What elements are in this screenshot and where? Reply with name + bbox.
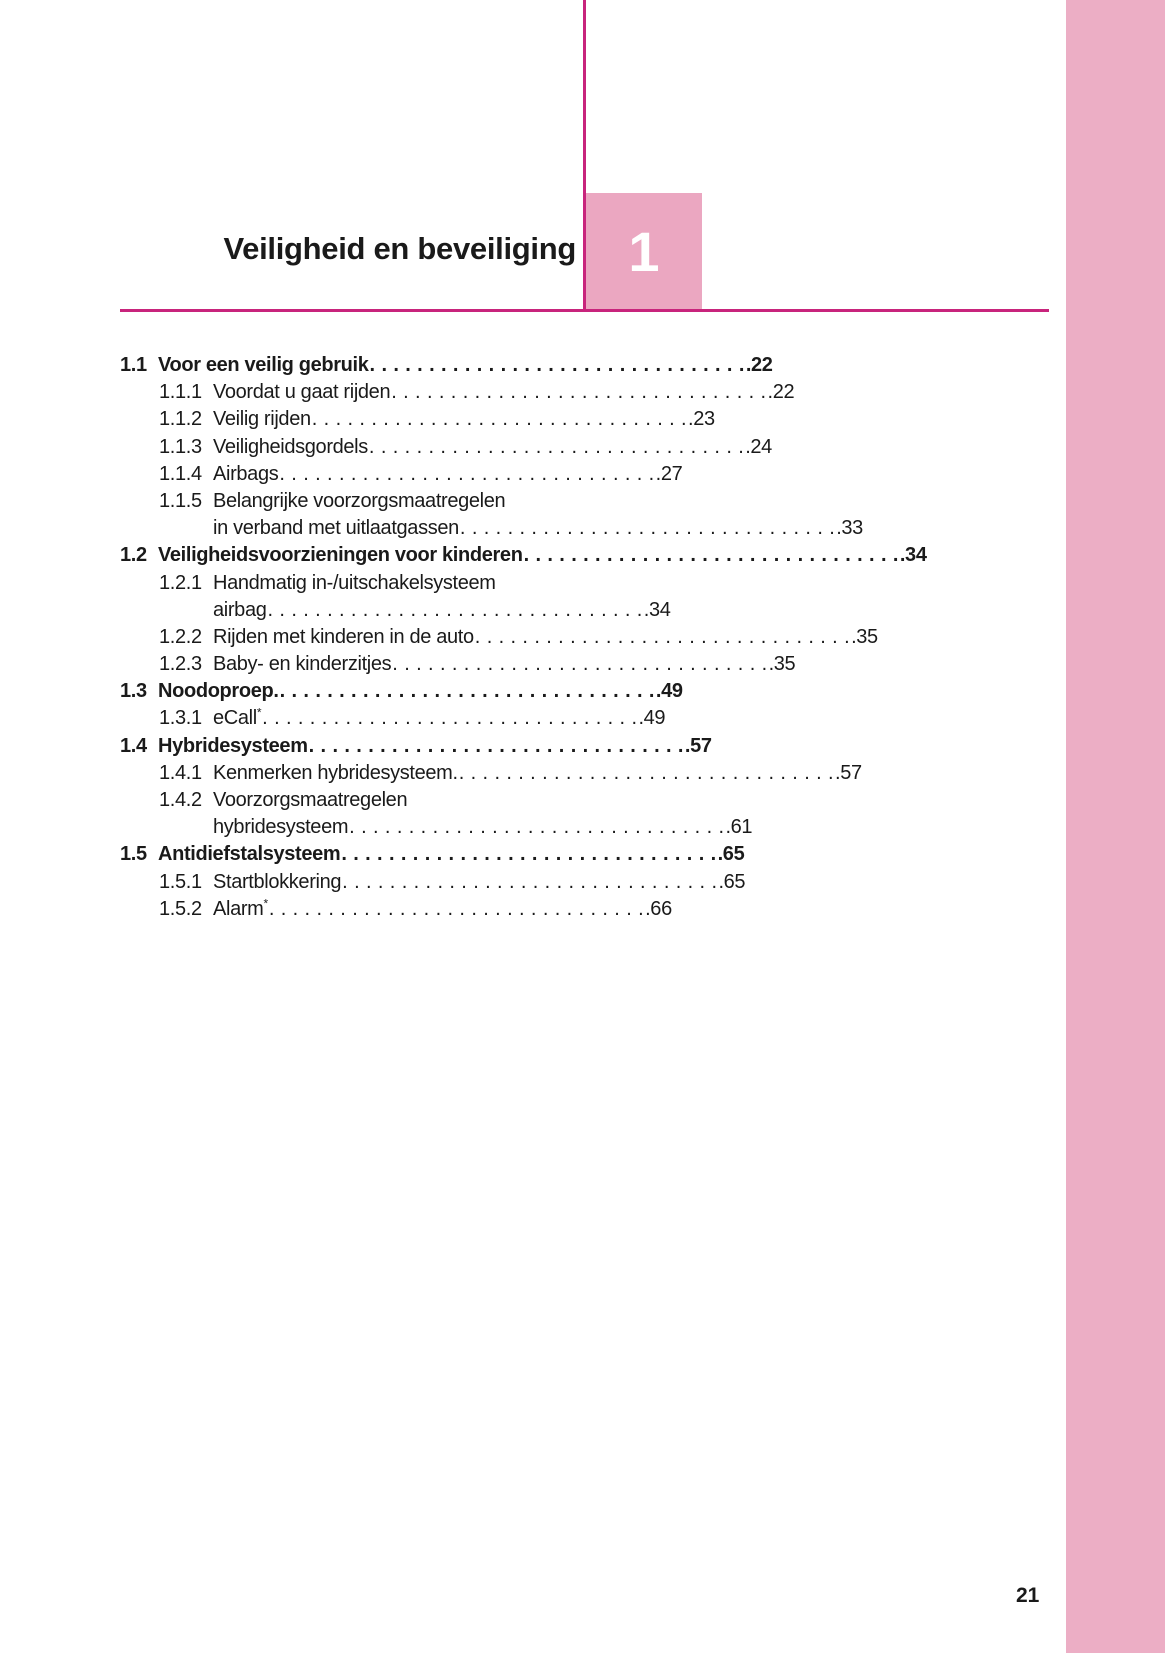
toc-number: 1.4.2 [159, 789, 202, 811]
page-number: 21 [1016, 1584, 1040, 1607]
dot-leader: . . . . . . . . . . . . . . . . . . . . . . . . . . . . . . . . [341, 843, 717, 866]
toc-entry[interactable] [120, 760, 862, 787]
toc-title: Baby- en kinderzitjes [213, 653, 392, 676]
toc-page-number: .27 [655, 462, 683, 485]
toc-number: 1.4.1 [159, 761, 202, 784]
toc-page-number: .22 [745, 354, 773, 376]
toc-number: 1.2 [120, 544, 147, 567]
toc-title: airbag [213, 598, 267, 621]
dot-leader: . . . . . . . . . . . . . . . . . . . . . . . . . . . . . . . . [523, 544, 899, 567]
toc-entry[interactable] [120, 733, 712, 760]
dot-leader: . . . . . . . . . . . . . . . . . . . . . . . . . . . . . . . . [311, 408, 688, 431]
toc-page-number: .57 [834, 761, 862, 784]
toc-number: 1.3.1 [159, 707, 202, 730]
dot-leader: . . . . . . . . . . . . . . . . . . . . . . . . . . . . . . . . [279, 680, 655, 703]
dot-leader: . . . . . . . . . . . . . . . . . . . . . . . . . . . . . . . . [392, 653, 768, 676]
dot-leader: . . . . . . . . . . . . . . . . . . . . . . . . . . . . . . . . [262, 707, 638, 730]
toc-page-number: .34 [899, 544, 927, 567]
toc-title: Handmatig in-/uitschakelsysteem [213, 571, 496, 594]
toc-title: hybridesysteem [213, 816, 349, 839]
toc-number: 1.5 [120, 843, 147, 866]
toc-number: 1.5.1 [159, 870, 202, 893]
toc-page-number: .35 [851, 625, 878, 648]
dot-leader: . . . . . . . . . . . . . . . . . . . . . . . . . . . . . . . . [279, 462, 655, 485]
toc-title: Startblokkering [213, 870, 342, 893]
dot-leader: . . . . . . . . . . . . . . . . . . . . . . . . . . . . . . . . [459, 517, 836, 540]
toc-page-number: .34 [643, 598, 671, 621]
toc-entry[interactable] [120, 896, 672, 923]
toc-number: 1.1.5 [159, 489, 202, 512]
toc-entry[interactable] [120, 841, 745, 868]
toc-entry[interactable] [120, 542, 927, 569]
toc-title: Voor een veilig gebruik [158, 354, 369, 376]
toc-title: Belangrijke voorzorgsmaatregelen [213, 489, 506, 512]
toc-page-number: .57 [684, 734, 712, 757]
toc-entry[interactable] [120, 624, 878, 651]
table-of-contents [120, 352, 927, 923]
toc-number: 1.2.3 [159, 653, 202, 676]
toc-page-number: .23 [688, 408, 715, 431]
chapter-title: Veiligheid en beveiliging [223, 231, 576, 266]
toc-page-number: .65 [718, 870, 746, 893]
toc-number: 1.1.1 [159, 381, 202, 404]
toc-title: Airbags [213, 462, 279, 485]
toc-title: Antidiefstalsysteem [158, 843, 341, 866]
toc-page-number: .35 [768, 653, 796, 676]
toc-number: 1.3 [120, 680, 147, 703]
toc-entry[interactable] [120, 705, 666, 732]
dot-leader: . . . . . . . . . . . . . . . . . . . . . . . . . . . . . . . . [308, 734, 684, 757]
toc-entry[interactable] [120, 488, 863, 542]
chapter-number-box [586, 193, 702, 309]
toc-entry[interactable] [120, 461, 683, 488]
toc-number: 1.1.4 [159, 462, 202, 485]
toc-number: 1.2.1 [159, 571, 202, 594]
toc-entry[interactable] [120, 787, 753, 841]
toc-number: 1.1 [120, 354, 147, 376]
toc-number: 1.2.2 [159, 625, 202, 648]
toc-title: Alarm* [213, 896, 268, 920]
toc-page-number: .65 [717, 843, 745, 866]
toc-title: Hybridesysteem [158, 734, 308, 757]
dot-leader: . . . . . . . . . . . . . . . . . . . . . . . . . . . . . . . . [267, 598, 643, 621]
dot-leader: . . . . . . . . . . . . . . . . . . . . . . . . . . . . . . . . [474, 625, 851, 648]
toc-title: in verband met uitlaatgassen [213, 517, 459, 540]
toc-page-number: .49 [638, 707, 666, 730]
toc-entry[interactable] [120, 379, 795, 406]
footnote-marker: * [263, 896, 268, 911]
dot-leader: . . . . . . . . . . . . . . . . . . . . . . . . . . . . . . . . [349, 816, 725, 839]
toc-title: Veiligheidsvoorzieningen voor kinderen [158, 544, 523, 567]
toc-entry[interactable] [120, 678, 683, 705]
toc-entry[interactable] [120, 651, 796, 678]
toc-title: Veilig rijden [213, 408, 311, 431]
toc-page-number: .33 [836, 517, 863, 540]
toc-entry[interactable] [120, 352, 773, 379]
toc-entry[interactable] [120, 406, 715, 433]
toc-title: Voorzorgsmaatregelen [213, 789, 408, 811]
dot-leader: . . . . . . . . . . . . . . . . . . . . . . . . . . . . . . . . [368, 435, 745, 458]
dot-leader: . . . . . . . . . . . . . . . . . . . . . . . . . . . . . . . . [369, 354, 745, 376]
chapter-tab-band [1066, 0, 1165, 1653]
toc-entry[interactable] [120, 869, 746, 896]
toc-entry[interactable] [120, 434, 772, 461]
toc-number: 1.1.2 [159, 408, 202, 431]
toc-number: 1.5.2 [159, 897, 202, 920]
toc-title: Voordat u gaat rijden [213, 381, 391, 404]
dot-leader: . . . . . . . . . . . . . . . . . . . . . . . . . . . . . . . . [458, 761, 834, 784]
toc-page-number: .49 [655, 680, 683, 703]
chapter-number: 1 [628, 219, 660, 283]
dot-leader: . . . . . . . . . . . . . . . . . . . . . . . . . . . . . . . . [391, 381, 767, 404]
dot-leader: . . . . . . . . . . . . . . . . . . . . . . . . . . . . . . . . [268, 897, 645, 920]
toc-page-number: .66 [645, 897, 672, 920]
toc-number: 1.4 [120, 734, 147, 757]
header-rule [120, 309, 1049, 312]
toc-page-number: .24 [745, 435, 772, 458]
toc-title: eCall* [213, 705, 262, 730]
footnote-marker: * [256, 705, 262, 720]
toc-number: 1.1.3 [159, 435, 202, 458]
toc-page-number: .61 [725, 816, 753, 839]
toc-title: Kenmerken hybridesysteem. [213, 761, 458, 784]
toc-entry[interactable] [120, 570, 671, 624]
toc-title: Noodoproep. [158, 680, 279, 703]
toc-title: Veiligheidsgordels [213, 435, 368, 458]
toc-title: Rijden met kinderen in de auto [213, 625, 474, 648]
dot-leader: . . . . . . . . . . . . . . . . . . . . . . . . . . . . . . . . [342, 870, 718, 893]
toc-page-number: .22 [767, 381, 795, 404]
